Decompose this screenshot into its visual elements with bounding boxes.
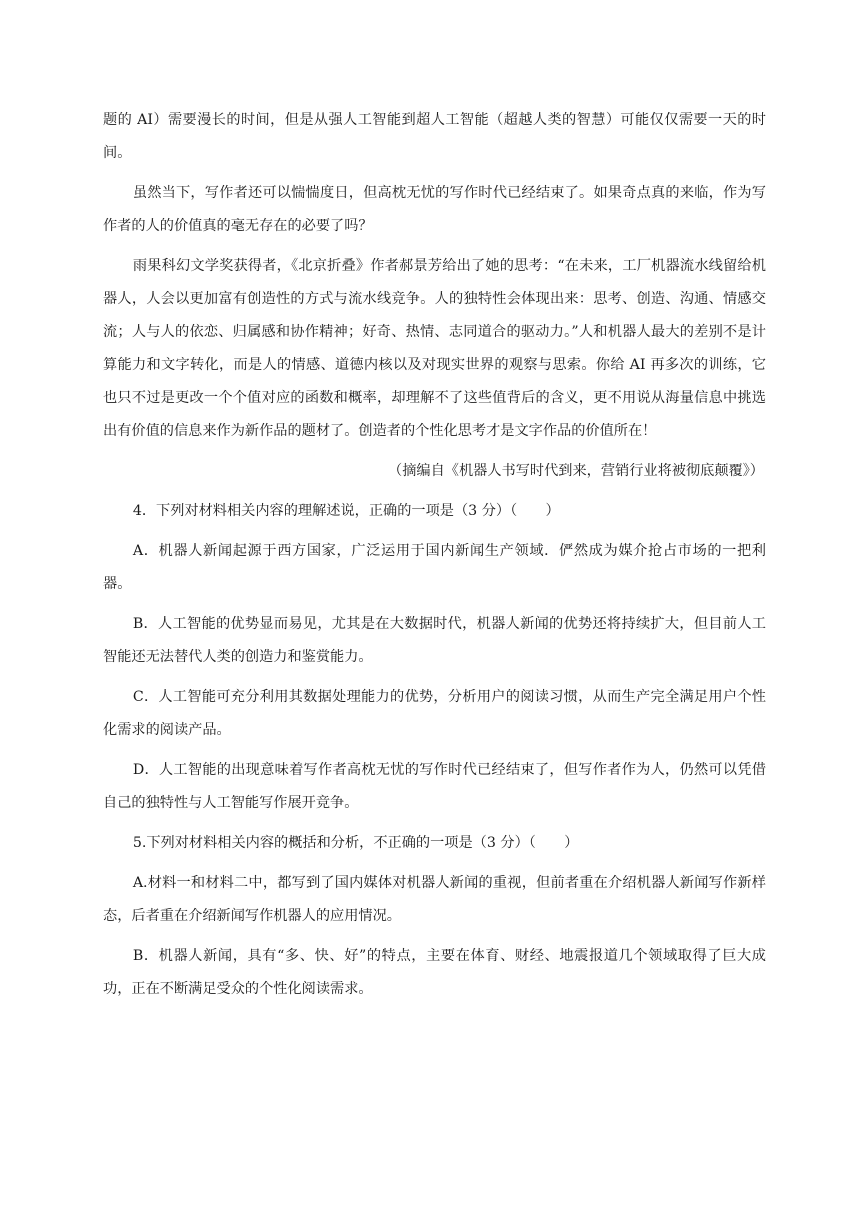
- paragraph-hao-jingfang-quote: 雨果科幻文学奖获得者，《北京折叠》作者郝景芳给出了她的思考：“在未来，工厂机器流水线留给机器人，人会以更加富有创造性的方式与流水线竞争。人的独特性会体现出来：思考、创造、沟通、情感交流；人与人的依恋、归属感和协作精神；好奇、热情、志同道合的驱动力。”人和机器人最大的差别不是计算能力和文字转化，而是人的情感、道德内核以及对现实世界的观察与思索。你给 AI 再多次的训练，它也只不过是更改一个个值对应的函数和概率，却理解不了这些值背后的含义，更不用说从海量信息中挑选出有价值的信息来作为新作品的题材了。创造者的个性化思考才是文字作品的价值所在！: [103, 258, 766, 439]
- question-4-option-b: B．人工智能的优势显而易见，尤其是在大数据时代，机器人新闻的优势还将持续扩大，但目前人工智能还无法替代人类的创造力和鉴赏能力。: [103, 616, 766, 665]
- question-5-stem: 5.下列对材料相关内容的概括和分析，不正确的一项是（3 分）（ ）: [132, 835, 579, 851]
- question-4-option-d: D．人工智能的出现意味着写作者高枕无忧的写作时代已经结束了，但写作者作为人，仍然可以凭借自己的独特性与人工智能写作展开竞争。: [103, 762, 766, 811]
- paragraph-writers: 虽然当下，写作者还可以惴惴度日，但高枕无忧的写作时代已经结束了。如果奇点真的来临，作为写作者的人的价值真的毫无存在的必要了吗？: [103, 185, 766, 234]
- question-4-stem: 4．下列对材料相关内容的理解述说，正确的一项是（3 分）（ ）: [132, 503, 560, 519]
- question-4-option-a: A．机器人新闻起源于西方国家，广泛运用于国内新闻生产领域．俨然成为媒介抢占市场的一把利器。: [103, 543, 766, 592]
- question-5-option-b: B．机器人新闻，具有“多、快、好”的特点，主要在体育、财经、地震报道几个领域取得了巨大成功，正在不断满足受众的个性化阅读需求。: [103, 948, 766, 997]
- question-5-option-a: A.材料一和材料二中，都写到了国内媒体对机器人新闻的重视，但前者重在介绍机器人新闻写作新样态，后者重在介绍新闻写作机器人的应用情况。: [103, 875, 766, 924]
- question-4-option-c: C．人工智能可充分利用其数据处理能力的优势，分析用户的阅读习惯，从而生产完全满足用户个性化需求的阅读产品。: [103, 689, 766, 738]
- paragraph-continuation: 题的 AI）需要漫长的时间，但是从强人工智能到超人工智能（超越人类的智慧）可能仅仅需要一天的时间。: [103, 112, 766, 161]
- source-citation: （摘编自《机器人书写时代到来，营销行业将被彻底颠覆》）: [388, 463, 764, 479]
